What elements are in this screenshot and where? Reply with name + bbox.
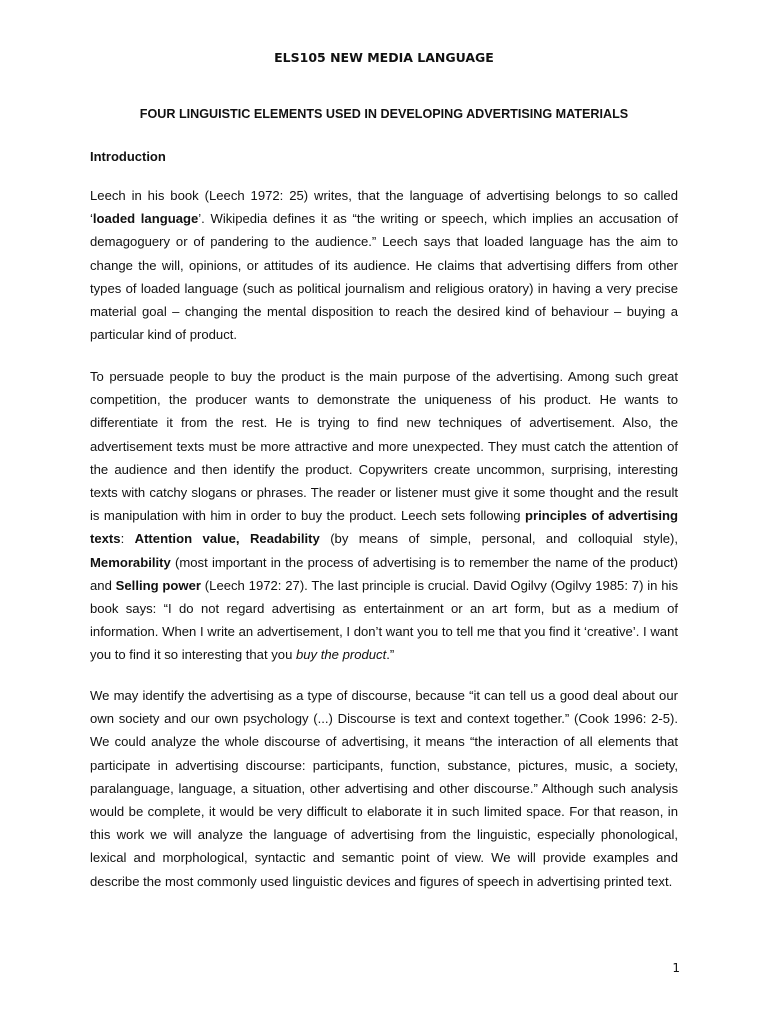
- paragraph-text: .”: [386, 647, 395, 663]
- paragraph-text: (Leech 1972: 27). The last principle is crucial. David Ogilvy (Ogilvy 1985: 7) in his book says: “I do not regard advertising as entertainment or an art form, but as a medium of information. When I write an advertisement, I don’t want you to tell me that you find it ‘creative’. I want you to find it so interesting that you: [90, 577, 679, 663]
- paragraph-text: To persuade people to buy the product is the main purpose of the advertising. Among such great competition, the producer wants to demonstrate the uniqueness of his product. He wants to differentiate it from the rest. He is trying to find new techniques of advertisement. Also, the advertisement texts must be more attractive and more unexpected. They must catch the attention of the audience and then identify the product. Copywriters create uncommon, surprising, interesting texts with catchy slogans or phrases. The reader or listener must give it some thought and the result is manipulation with him in order to buy the product. Leech sets following: [90, 369, 678, 524]
- italic-phrase-buy-the-product: buy the product: [295, 647, 387, 663]
- bold-term-memorability: Memorability: [90, 554, 171, 570]
- bold-term-attention-readability: Attention value, Readability: [134, 531, 320, 547]
- section-heading-introduction: Introduction: [90, 149, 166, 164]
- course-title: ELS105 NEW MEDIA LANGUAGE: [274, 50, 494, 65]
- paragraph-text: (most important in the process of advertising is to remember the name of the product) and: [90, 554, 678, 593]
- paragraph-text: (by means of simple, personal, and colloquial style),: [319, 531, 679, 547]
- paragraph-text: We may identify the advertising as a type of discourse, because “it can tell us a good deal about our own society and our own psychology (...) Discourse is text and context together.” (Cook 1996: 2-5). We could analyze the whole discourse of advertising, it means “the interaction of all elements that participate in advertising discourse: participants, function, substance, pictures, music, a society, paralanguage, language, a situation, other advertising and other discourse.” Although such analysis would be complete, it would be very difficult to elaborate it in such limited space. For that reason, in this work we will analyze the language of advertising from the linguistic, especially phonological, lexical and morphological, syntactic and semantic point of view. We will provide examples and describe the most commonly used linguistic devices and figures of speech in advertising printed text.: [90, 688, 678, 889]
- paragraph-2: [90, 365, 678, 667]
- paragraph-3: [90, 684, 678, 893]
- page-number: 1: [672, 961, 680, 975]
- essay-title: FOUR LINGUISTIC ELEMENTS USED IN DEVELOPING ADVERTISING MATERIALS: [139, 107, 629, 121]
- bold-term-selling-power: Selling power: [115, 577, 201, 593]
- bold-term-principles: principles of advertising texts: [90, 508, 678, 547]
- paragraph-1: [90, 184, 678, 346]
- paragraph-text: :: [120, 531, 135, 547]
- paragraph-text: Leech in his book (Leech 1972: 25) writes, that the language of advertising belongs to so called ‘: [90, 188, 678, 227]
- paragraph-text: ’. Wikipedia defines it as “the writing or speech, which implies an accusation of demagoguery or of pandering to the audience.” Leech says that loaded language has the aim to change the will, opinions, or attitudes of its audience. He claims that advertising differs from other types of loaded language (such as political journalism and religious oratory) in having a very precise material goal – changing the mental disposition to reach the desired kind of behaviour – buying a particular kind of product.: [90, 211, 679, 343]
- bold-term-loaded-language: loaded language: [92, 211, 199, 227]
